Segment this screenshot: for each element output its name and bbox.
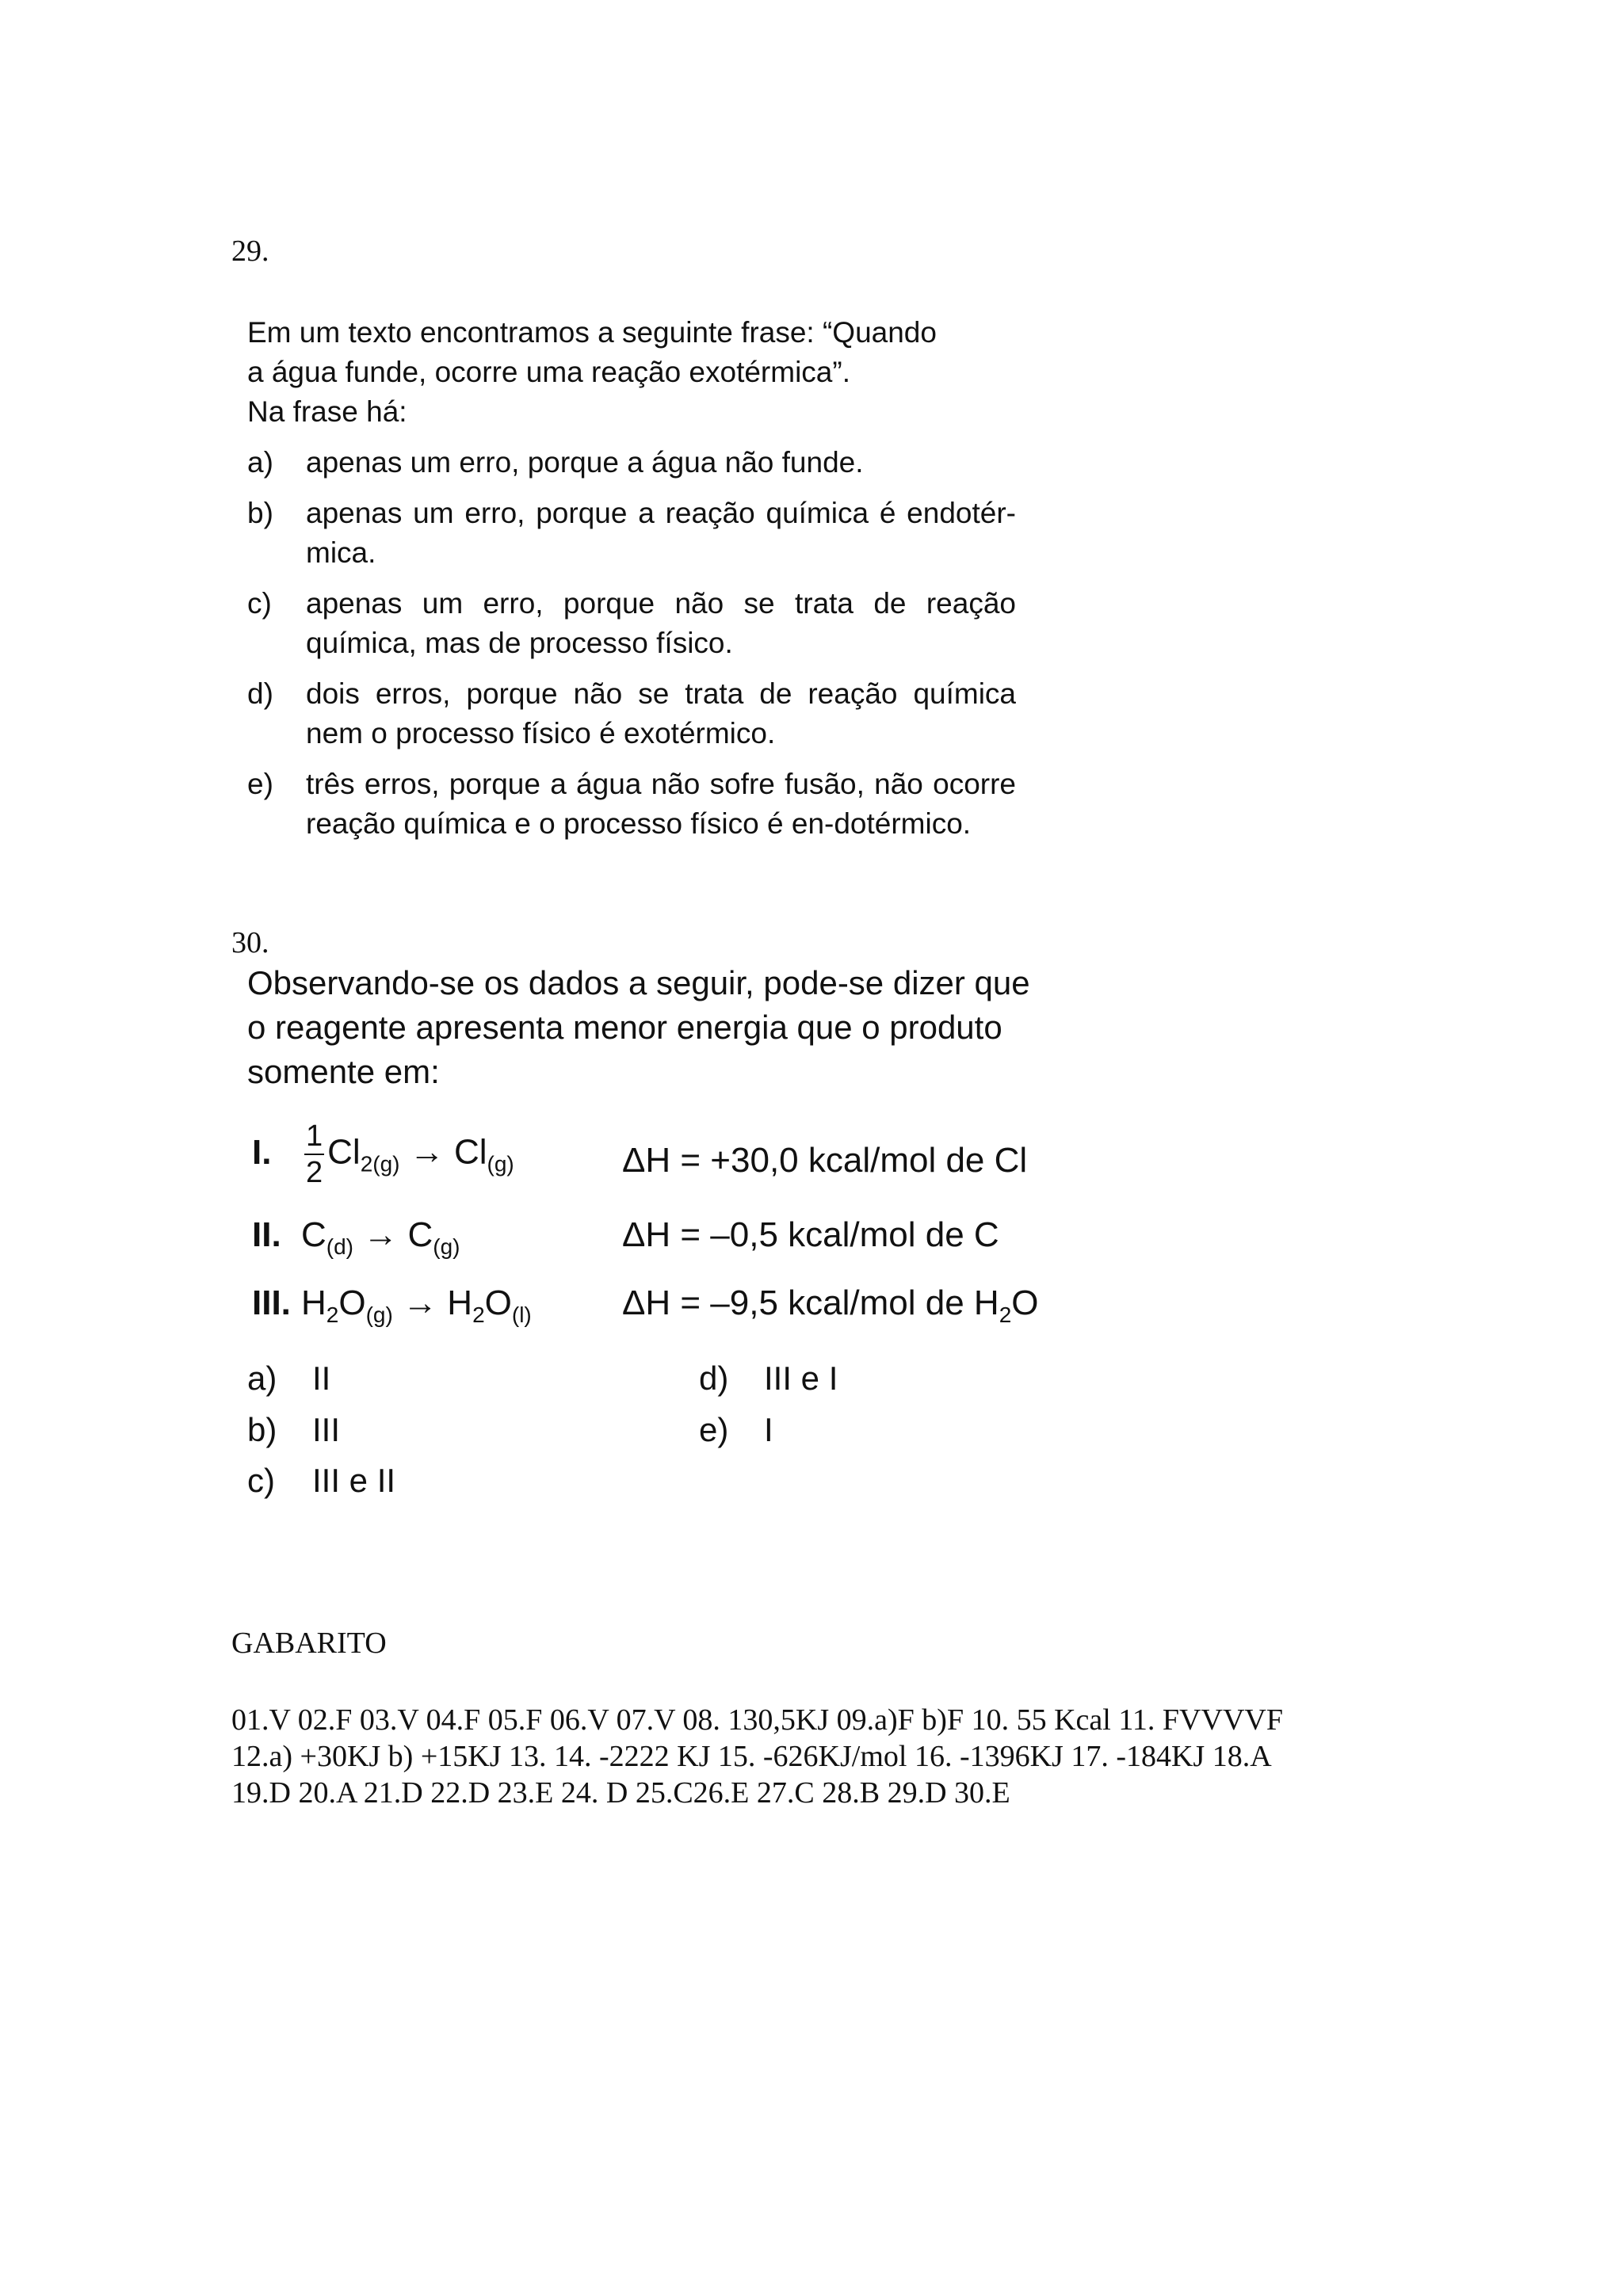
reactant: O xyxy=(338,1283,366,1322)
reaction-arrow: → xyxy=(403,1283,438,1322)
question-30-option-d xyxy=(699,1360,838,1398)
reactant-state: (d) xyxy=(326,1234,354,1259)
question-29-stem-line: Em um texto encontramos a seguinte frase: “Quando xyxy=(247,316,937,349)
reactant-state: 2(g) xyxy=(360,1151,400,1177)
product: C xyxy=(407,1215,433,1254)
product-state: (l) xyxy=(511,1302,532,1327)
fraction xyxy=(304,1119,324,1190)
question-29-stem-line: Na frase há: xyxy=(247,395,407,428)
reactant: H xyxy=(301,1283,327,1322)
product-state: (g) xyxy=(433,1234,460,1259)
question-29-option-e xyxy=(247,765,1016,844)
option-label: b) xyxy=(247,497,273,529)
subscript: 2 xyxy=(326,1302,339,1327)
product: H xyxy=(447,1283,473,1322)
option-label: e) xyxy=(699,1411,729,1448)
question-29 xyxy=(247,313,1016,844)
answer-key-line: 01.V 02.F 03.V 04.F 05.F 06.V 07.V 08. 130,5KJ 09.a)F b)F 10. 55 Kcal 11. FVVVVF xyxy=(231,1703,1283,1737)
question-29-number: 29. xyxy=(231,235,269,268)
reaction-numeral: II. xyxy=(252,1215,281,1254)
reaction-numeral: III. xyxy=(252,1283,291,1322)
reactant-state: (g) xyxy=(365,1302,393,1327)
subscript: 2 xyxy=(472,1302,485,1327)
option-label: d) xyxy=(247,677,273,710)
question-30-option-a xyxy=(247,1360,330,1398)
reaction-numeral: I. xyxy=(252,1132,272,1172)
option-text: III xyxy=(312,1411,341,1448)
reaction-i xyxy=(252,1119,514,1190)
enthalpy-iii xyxy=(622,1283,1039,1328)
question-30-stem-line: somente em: xyxy=(247,1053,440,1090)
answer-key xyxy=(231,1702,1396,1811)
answer-key-line: 19.D 20.A 21.D 22.D 23.E 24. D 25.C26.E 27.C 28.B 29.D 30.E xyxy=(231,1776,1010,1810)
question-30-stem-line: o reagente apresenta menor energia que o produto xyxy=(247,1009,1002,1046)
reactant: Cl xyxy=(327,1132,361,1172)
question-30-number: 30. xyxy=(231,926,269,959)
option-label: d) xyxy=(699,1360,729,1397)
option-text: III e I xyxy=(764,1360,838,1397)
reaction-iii xyxy=(252,1283,532,1328)
option-label: c) xyxy=(247,587,272,620)
option-label: a) xyxy=(247,446,273,479)
reactant: C xyxy=(301,1215,327,1254)
enthalpy-tail: O xyxy=(1011,1283,1039,1322)
fraction-numerator: 1 xyxy=(304,1119,324,1155)
question-29-stem-line: a água funde, ocorre uma reação exotérmica”. xyxy=(247,356,850,388)
question-29-option-a xyxy=(247,443,1016,482)
question-30-stem-line: Observando-se os dados a seguir, pode-se dizer que xyxy=(247,964,1030,1001)
product: Cl xyxy=(453,1132,487,1172)
option-label: a) xyxy=(247,1360,277,1397)
question-30-stem xyxy=(247,961,1119,1094)
option-text: apenas um erro, porque não se trata de reação química, mas de processo físico. xyxy=(306,587,1016,659)
option-text: apenas um erro, porque a água não funde. xyxy=(306,446,864,479)
question-30-option-c xyxy=(247,1462,395,1500)
question-29-option-c xyxy=(247,584,1016,663)
reaction-ii xyxy=(252,1215,460,1260)
fraction-denominator: 2 xyxy=(306,1156,323,1189)
answer-key-line: 12.a) +30KJ b) +15KJ 13. 14. -2222 KJ 15. -626KJ/mol 16. -1396KJ 17. -184KJ 18.A xyxy=(231,1740,1272,1773)
option-label: b) xyxy=(247,1411,277,1448)
question-29-option-b xyxy=(247,494,1016,573)
subscript: 2 xyxy=(999,1302,1012,1327)
option-text: II xyxy=(312,1360,331,1397)
enthalpy-value: ΔH = –9,5 kcal/mol de H xyxy=(622,1283,999,1322)
option-text: três erros, porque a água não sofre fusão, não ocorre reação química e o processo físico é en-dotérmico. xyxy=(306,768,1016,840)
product: O xyxy=(484,1283,512,1322)
reaction-arrow: → xyxy=(409,1132,445,1172)
option-label: c) xyxy=(247,1462,275,1499)
option-text: I xyxy=(764,1411,773,1448)
question-30-option-e xyxy=(699,1411,773,1449)
question-30-option-b xyxy=(247,1411,340,1449)
answer-key-title: GABARITO xyxy=(231,1627,387,1660)
option-label: e) xyxy=(247,768,273,800)
option-text: apenas um erro, porque a reação química é endotér-mica. xyxy=(306,497,1016,569)
option-text: dois erros, porque não se trata de reação química nem o processo físico é exotérmico. xyxy=(306,677,1016,749)
enthalpy-i: ΔH = +30,0 kcal/mol de Cl xyxy=(622,1141,1028,1180)
product-state: (g) xyxy=(487,1151,514,1177)
enthalpy-ii: ΔH = –0,5 kcal/mol de C xyxy=(622,1215,999,1254)
question-29-option-d xyxy=(247,674,1016,753)
option-text: III e II xyxy=(312,1462,396,1499)
reaction-arrow: → xyxy=(363,1215,399,1254)
